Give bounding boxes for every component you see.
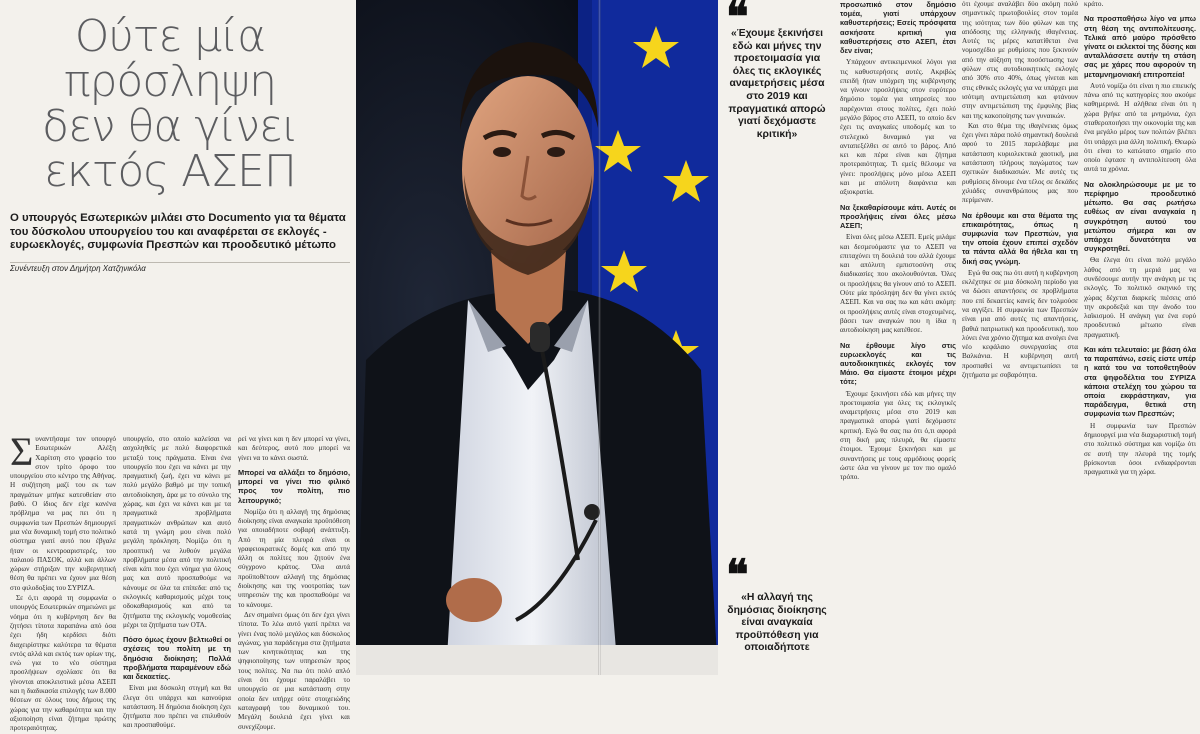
- paragraph: υπουργείο, στο οποίο καλείσαι να ασχοληθείς με πολύ διαφορετικά μεταξύ τους πράγματα. Είναι ένα υπουργείο που έχει να κάνει με την πραγματική ζωή, έχει να κάνει με πολύ μεγάλο βαθμό με την τοπική αυτοδιοίκηση, άρα με το σύνολο της χώρας, και έχει να κάνει και με τα πραγματικά προβλήματα πραγματικών ανθρώπων και αυτό κατά τη γνώμη μου είναι πολύ μεγάλη πρόκληση. Νομίζω ότι η προοπτική να λυθούν μεγάλα προβλήματα μέσα από την πολιτική είναι κάτι που έχει νόημα για όλους μας και αυτό προσπαθούμε να κάνουμε σε όλα τα επίπεδα: από τις εκλογικές καθαρισμούς μέχρι τους οδοκαθαρισμούς και από τα ζητήματα της εκλογικής νομοθεσίας μέχρι τα ζητήματα των ΟΤΑ.: [123, 435, 231, 629]
- paragraph: Είναι μια δύσκολη στιγμή και θα έλεγα ότι υπάρχει και καινούρια κατάσταση. Η δημόσια διοίκηση έχει ζητήματα που πρέπει να επιλυθούν και προσπαθούμε.: [123, 684, 231, 730]
- interview-question: Να ολοκληρώσουμε με με το περίφημο προοδευτικό μέτωπο. Θα σας ρωτήσω ευθέως αν είναι αναγκαία η συγκρότηση αυτού του μετώπου σήμερα και αν υπάρχει δυνατότητα να συγκροτηθεί.: [1084, 179, 1196, 254]
- interview-question: Να έρθουμε λίγο στις ευρωεκλογές και τις αυτοδιοικητικές εκλογές τον Μάιο. Θα είμαστε έτοιμοι μέχρι τότε;: [840, 340, 956, 387]
- headline-line: δεν θα γίνει: [42, 101, 298, 152]
- intro-paragraph: υναντήσαμε τον υπουργό Εσωτερικών Αλέξη Χαρίτση στο γραφείο του στον τρίτο όροφο του υπουργείου στο κέντρο της Αθήνας. Η συζήτηση μαζί του εκ των πραγμάτων μπήκε κατευθείαν στο βαθύ. Ο ίδιος δεν είχε κανένα πρόβλημα να μας πει ότι η συμφωνία των Πρεσπών δημιουργεί μια νέα δυναμική τομή στο πολιτικό σύστημα γιατί αυτό που έβγαλε ήταν οι κεντροαριστερές, του παλαιού ΠΑΣΟΚ, αλλά και άλλων χώρων στήριξαν την κυβερνητική θέση θα πρέπει να έχουν μια θέση στο φιλοδοξίας του ΣΥΡΙΖΑ.: [10, 435, 116, 592]
- headline-line: Ούτε μία: [74, 11, 266, 62]
- article-column-3: [238, 435, 350, 731]
- article-column-5: [840, 0, 956, 675]
- paragraph: Έχουμε ξεκινήσει εδώ και μήνες την προετοιμασία για όλες τις εκλογικές αναμετρήσεις μέσα στο 2019 και πραγματικά απορώ γιατί δεχόμαστε κριτική. Εγώ θα σας πω ότι ό,τι αφορά στη δική μας πλευρά, θα είμαστε έτοιμοι. Έχουμε ξεκινήσει και με συναντήσεις με τους αρμόδιους φορείς ώστε όλα να γίνουν με τον πιο ομαλό τρόπο.: [840, 389, 956, 482]
- paragraph: Σε ό,τι αφορά τη συμφωνία ο υπουργός Εσωτερικών σημειώνει με νόημα ότι η κυβέρνηση δεν θα ζητήσει τίποτα παραπάνω από όσα έχει ήδη κερδίσει διότι διαχειρίστηκε καλύτερα τα θέματα εντός αλλά και εκτός των ορίων της, ενώ για το νέο σύστημα προσλήψεων σχολίασε ότι θα γίνονται αποκλειστικά μέσω ΑΣΕΠ και η διαδικασία επιλογής των 8.000 θέσεων σε όλους τους δήμους της χώρας για την καθαριότητα και την αξιοποίηση είναι ζήτημα πρώτης προτεραιότητας.: [10, 594, 116, 733]
- pull-quote: «Έχουμε ξεκινήσει εδώ και μήνες την προετοιμασία για όλες τις εκλογικές αναμετρήσεις μέσα στο 2019 και πραγματικά απορώ γιατί δεχόμαστε κριτική»: [728, 28, 826, 140]
- pull-quote: «Η αλλαγή της δημόσιας διοίκησης είναι αναγκαία προϋπόθεση για οποιαδήποτε: [727, 592, 827, 654]
- paragraph: Νομίζω ότι η αλλαγή της δημόσιας διοίκησης είναι αναγκαία προϋπόθεση για οποιαδήποτε σοβαρή ανάπτυξη. Από τη μία πλευρά είναι οι γραφειοκρατικές δομές και από την άλλη οι πολίτες που ζητούν ένα σύγχρονο κράτος. Όλα αυτά προϋποθέτουν αλλαγή της δημόσιας διοίκησης και της νοοτροπίας των υπηρεσιών της και προσπαθούμε να το κάνουμε.: [238, 507, 350, 609]
- article-column-2: [123, 435, 231, 730]
- page-fold: [598, 0, 601, 675]
- interview-question: Πόσο όμως έχουν βελτιωθεί οι σχέσεις του πολίτη με τη δημόσια διοίκηση; Πολλά προβλήματα παραμένουν εδώ και δεκαετίες.: [123, 635, 231, 682]
- headline: [10, 11, 330, 197]
- paragraph: Είναι όλες μέσω ΑΣΕΠ. Εμείς μιλάμε και δεσμευόμαστε για το ΑΣΕΠ να επιταχύνει τη δουλειά του αλλά έχουμε και απόλυτη εμπιστοσύνη στις διαδικασίες που ακολουθούνται. Όλες οι προσλήψεις θα γίνουν από το ΑΣΕΠ. Ούτε μία πρόσληψη δεν θα γίνει εκτός ΑΣΕΠ. Και να σας πω και κάτι ακόμη: οι προσλήψεις αυτές είναι στοχευμένες, βάσει των αναγκών που η ίδια η αυτοδιοίκηση μας κατέθεσε.: [840, 233, 956, 335]
- portrait-illustration: [356, 0, 718, 675]
- paragraph: Η συμφωνία των Πρεσπών δημιουργεί μια νέα διαχωριστική τομή στο πολιτικό σύστημα και νομίζω ότι σε αυτή την πλευρά της τομής βρίσκονται όσοι ενδιαφέρονται πραγματικά για τη χώρα.: [1084, 421, 1196, 477]
- paragraph: Εγώ θα σας πω ότι αυτή η κυβέρνηση εκλέχτηκε σε μια δύσκολη περίοδο για να δώσει απαντήσεις σε προβλήματα που επί δεκαετίες κανείς δεν τολμούσε να αγγίξει. Η συμφωνία των Πρεσπών είναι μια από αυτές τις απαντήσεις, βαθιά πατριωτική και προοδευτική, που λύνει ένα χρόνιο ζήτημα και ανοίγει ένα νέο κεφάλαιο συνεργασίας στα Βαλκάνια. Η κυβέρνηση αυτή προσπαθεί να αντιμετωπίσει τα ζητήματα με σοβαρότητα.: [962, 268, 1078, 380]
- quote-mark-icon: ❝: [726, 0, 749, 41]
- byline: Συνέντευξη στον Δημήτρη Χατζηνικόλα: [10, 264, 146, 273]
- subtitle: Ο υπουργός Εσωτερικών μιλάει στο Documento για τα θέματα του δύσκολου υπουργείου του και αναφέρεται σε εκλογές - ευρωεκλογές, συμφωνία Πρεσπών και προοδευτικό μέτωπο: [10, 212, 346, 251]
- interview-question: Να προσπαθήσω λίγο να μπω στη θέση της αντιπολίτευσης. Τελικά από μαύρο πρόσθετο γίνατε οι εκλεκτοί της δύσης και ανταλλάσσετε αυτήν τη στάση σας με χάρες που αφορούν τη μεταμνημονιακή επιτροπεία!: [1084, 14, 1196, 79]
- portrait-photo: [356, 0, 718, 675]
- headline-line: εκτός ΑΣΕΠ: [44, 146, 296, 197]
- paragraph: Θα έλεγα ότι είναι πολύ μεγάλο λάθος από τη μεριά μας να συνδέσουμε αυτήν την ανάγκη με τις εκλογές. Το πολιτικό σκηνικό της χώρας δέχεται διαρκείς πιέσεις από την ακροδεξιά και την άνοδο του λαϊκισμού. Η ανάγκη για ένα ευρύ προοδευτικό μέτωπο είναι πραγματική.: [1084, 256, 1196, 339]
- interview-question: Και κάτι τελευταίο: με βάση όλα τα παραπάνω, εσείς είστε υπέρ η κατά του να τοποθετηθούν στα ψηφοδέλτια του ΣΥΡΙΖΑ κάποια στελέχη του χώρου τα οποία εκφράστηκαν, για παράδειγμα, θετικά στη συμφωνία των Πρεσπών;: [1084, 344, 1196, 419]
- paragraph: Υπάρχουν αντικειμενικοί λόγοι για τις καθυστερήσεις αυτές. Ακριβώς επειδή ήταν υπόχρεη της κυβέρνησης να γίνουν προσλήψεις στον ευρύτερο δημόσιο τομέα για υπηρεσίες που παρέχονται στους πολίτες, έχει πολύ μεγάλο βάρος στο ΑΣΕΠ, το οποίο δεν έχει τις αναγκαίες υποδομές και το στελεχικό δυναμικό για να ανταπεξέλθει σε αυτό το βάρος. Από κει και πέρα είναι και ζήτημα προτεραιότητας. Τι εμείς θέλουμε να γίνει: προσλήψεις μόνο μέσω ΑΣΕΠ και με απόλυτη διαφάνεια και αξιοκρατία.: [840, 58, 956, 197]
- paragraph: κράτο.: [1084, 0, 1104, 8]
- interview-question: Να έρθουμε και στα θέματα της επικαιρότητας, όπως η συμφωνία των Πρεσπών, για την οποία έχουν επιπεί σχεδόν τα πάντα αλλά θα ήθελα και τη δική σας γνώμη.: [962, 210, 1078, 266]
- byline-divider: [10, 262, 350, 263]
- interview-question: προσωπικό στον δημόσιο τομέα, γιατί υπάρχουν καθυστερήσεις; Εσείς πρόσφατα ασκήσατε κριτική για καθυστερήσεις στο ΑΣΕΠ, έτσι δεν είναι;: [840, 0, 956, 56]
- drop-cap: Σ: [10, 429, 34, 474]
- headline-line: πρόσληψη: [63, 56, 277, 107]
- interview-question: Να ξεκαθαρίσουμε κάτι. Αυτές οι προσλήψεις είναι όλες μέσω ΑΣΕΠ;: [840, 202, 956, 231]
- article-column-7: [1084, 0, 1196, 675]
- paragraph: Δεν σημαίνει όμως ότι δεν έχει γίνει τίποτα. Το λέω αυτό γιατί πρέπει να γίνει ένας πολύ μεγάλος και δύσκολος αγώνας, για παράδειγμα στα ζητήματα των κινητικότητας και της ψηφιοποίησης των υπηρεσιών προς τους πολίτες. Να πω ότι πολύ απλό είναι ότι έχουμε παραλάβει το υπουργείο σε μια κατάσταση στην οποία δεν υπήρχε ούτε στοιχειώδης καταγραφή του δυναμικού του. Μεγάλη δουλειά έχει γίνει και συνεχίζουμε.: [238, 610, 350, 731]
- interview-question: Μπορεί να αλλάξει το δημόσιο, μπορεί να γίνει πιο φιλικό προς τον πολίτη, πιο λειτουργικό;: [238, 467, 350, 505]
- paragraph: Αυτό νομίζω ότι είναι η πιο επιεικής πάνω από τις κατηγορίες που ακούμε καθημερινά. Η αλήθεια είναι ότι η χώρα βγήκε από τα μνημόνια, έχει σταθεροποιήσει την οικονομία της και ένα μεγάλο μέρος των πολιτών βλέπει ότι υπάρχει μια άλλη πολιτική. Θεωρώ ότι είναι το κατώτατο σημείο στο οποίο έφτασε η αντιπολίτευση όλα αυτά τα χρόνια.: [1084, 81, 1196, 174]
- paragraph: ότι έχουμε αναλάβει δύο ακόμη πολύ σημαντικές πρωτοβουλίες στον τομέα της ισότητας των δύο φύλων και της απόδοσης της ελληνικής ιθαγένειας. Αυτές τις μέρες κατατίθεται ένα νομοσχέδιο με ρυθμίσεις που ξεκινούν από την αύξηση της ποσόστωσης των φύλων στις αυτοδιοικητικές εκλογές από 30% στο 40%, όπως γίνεται και στις εθνικές εκλογές για να υπάρχει μια ισότιμη αντιμετώπιση και φτάνουν στην αντιμετώπιση της έμφυλης βίας και της κακοποίησης των γυναικών.: [962, 0, 1078, 120]
- article-column-1: [10, 429, 116, 733]
- article-column-6: [962, 0, 1078, 675]
- paragraph: Και στο θέμα της ιθαγένειας όμως έχει γίνει πάρα πολύ σημαντική δουλειά αφού το 2015 παρελάβαμε μια κατάσταση κυριολεκτικά χαοτική, μια κατάσταση πλήρους παγώματος των σχετικών διαδικασιών. Με αυτές τις ρυθμίσεις δίνουμε ένα τέλος σε δεκάδες χιλιάδες συνανθρώπους μας που περίμεναν.: [962, 121, 1078, 205]
- paragraph: ρεί να γίνει και η δεν μπορεί να γίνει, και δεύτερος, αυτό που μπορεί να γίνει να το κάνει σωστά.: [238, 435, 350, 462]
- quote-mark-icon: ❝: [726, 550, 749, 599]
